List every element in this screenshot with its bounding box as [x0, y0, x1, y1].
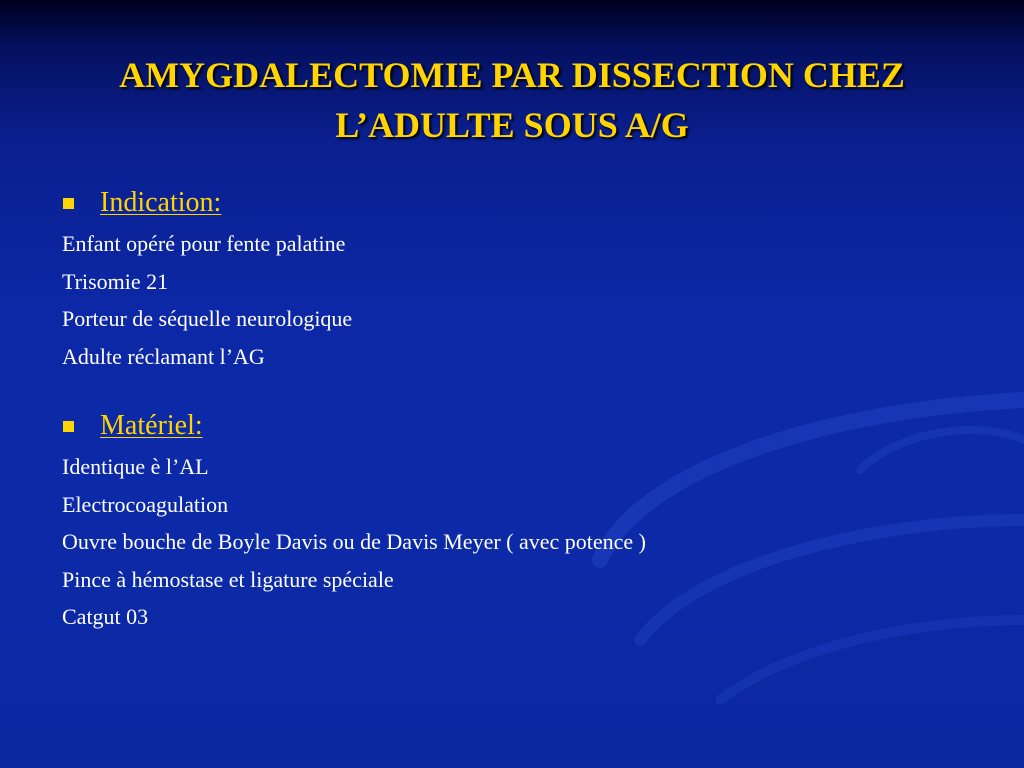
materiel-line: Catgut 03 — [62, 604, 149, 629]
title-line-1: AMYGDALECTOMIE PAR DISSECTION CHEZ — [119, 55, 905, 95]
materiel-line: Electrocoagulation — [62, 491, 229, 517]
materiel-heading — [62, 406, 982, 446]
materiel-line: Ouvre bouche de Boyle Davis ou de Davis Meyer ( avec potence ) — [62, 529, 647, 554]
indication-line: Porteur de séquelle neurologique — [62, 306, 353, 331]
title-line-2: L’ADULTE SOUS A/G — [335, 105, 689, 145]
indication-line: Enfant opéré pour fente palatine — [62, 231, 346, 256]
indication-line: Trisomie 21 — [62, 268, 169, 294]
materiel-heading-label: Matériel: — [100, 410, 203, 441]
materiel-line: Pince à hémostase et ligature spéciale — [62, 566, 394, 592]
indication-heading-label: Indication: — [100, 187, 222, 218]
indication-section — [62, 183, 982, 375]
indication-heading — [62, 183, 982, 223]
slide-content — [62, 183, 982, 636]
indication-line: Adulte réclamant l’AG — [62, 343, 265, 369]
square-bullet-icon — [63, 421, 74, 432]
materiel-line: Identique è l’AL — [62, 454, 209, 479]
materiel-section — [62, 406, 982, 636]
square-bullet-icon — [63, 198, 74, 209]
page-title — [60, 50, 964, 150]
